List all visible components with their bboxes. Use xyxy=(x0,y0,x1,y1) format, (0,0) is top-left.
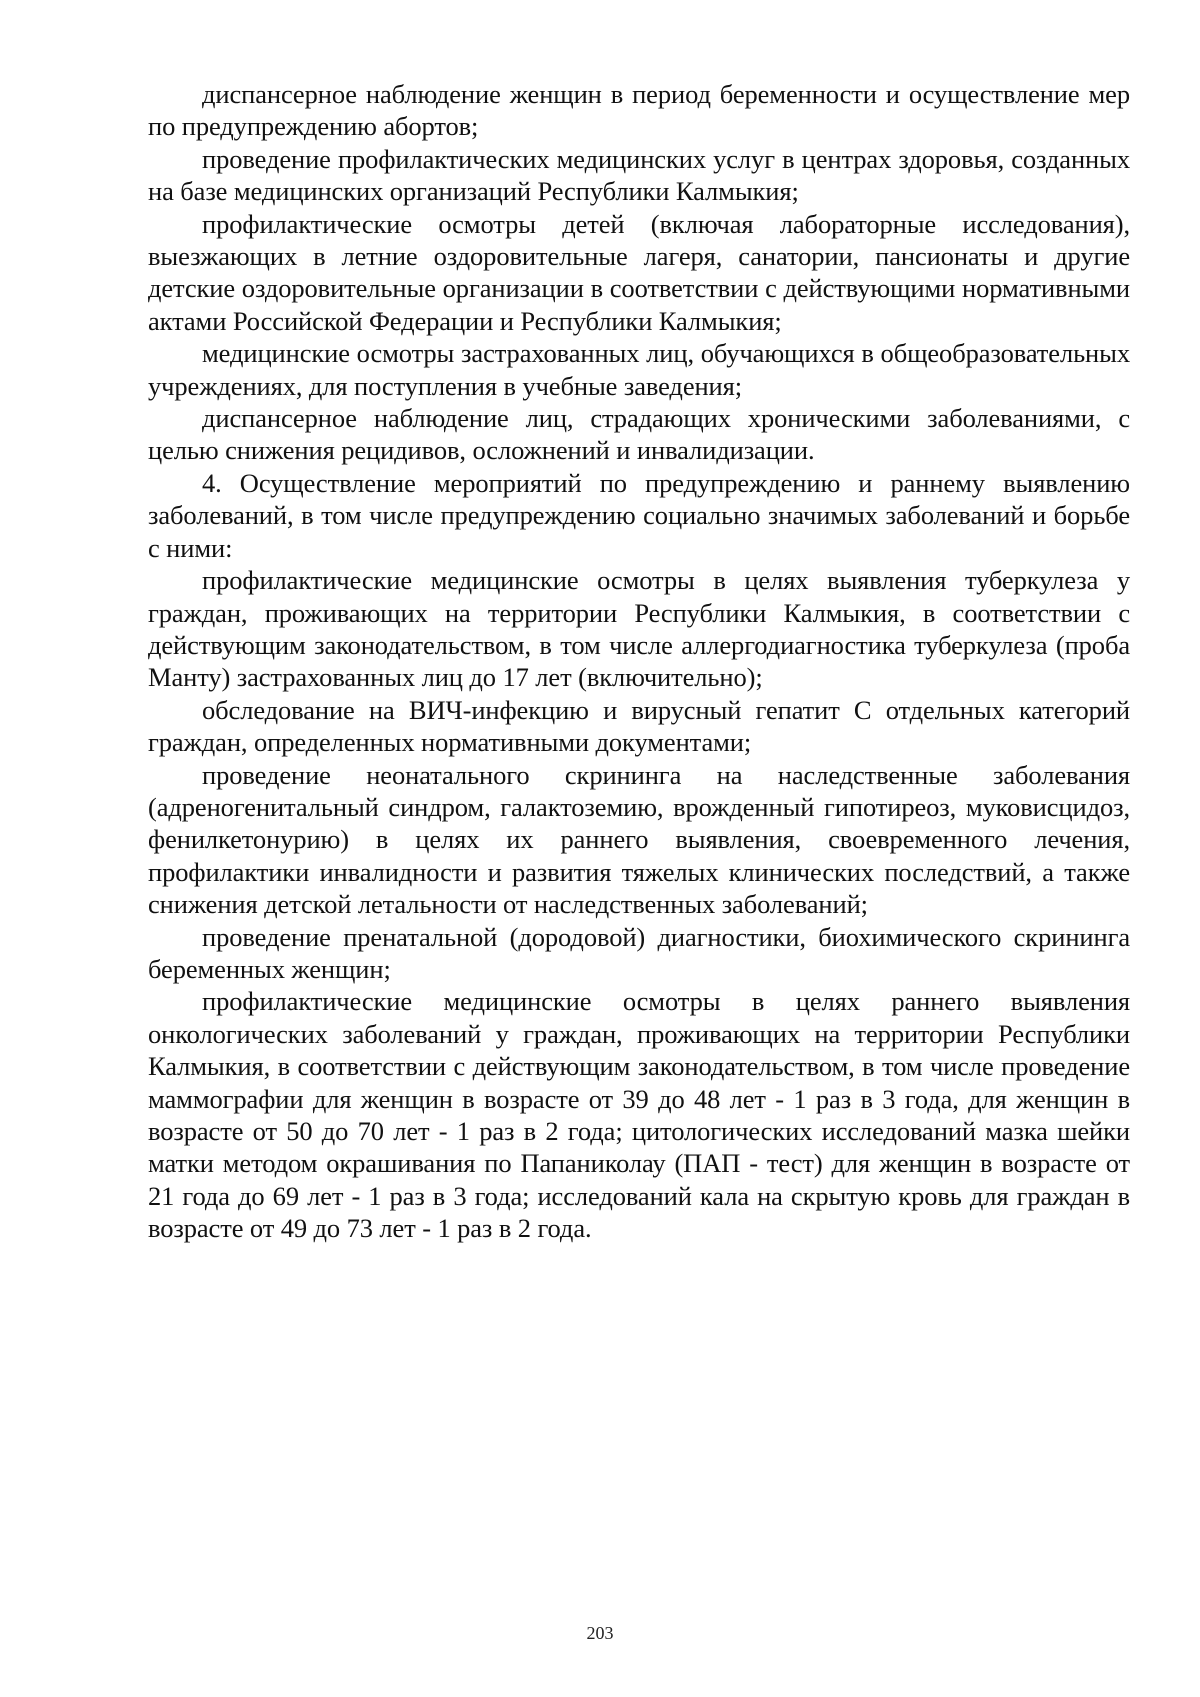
paragraph-health-centers: проведение профилактических медицинских услуг в центрах здоровья, созданных на базе медицинских организаций Республики Калмыкия; xyxy=(148,143,1130,207)
paragraph-neonatal-screening: проведение неонатального скрининга на наследственные заболевания (адреногенитальный синдром, галактоземию, врожденный гипотиреоз, муковисцидоз, фенилкетонурию) в целях их раннего выявления, своевременного лечения, профилактики инвалидности и развития тяжелых клинических последствий, а также снижения детской летальности от наследственных заболеваний; xyxy=(148,759,1130,920)
paragraph-children-camps-checkups: профилактические осмотры детей (включая лабораторные исследования), выезжающих в летние оздоровительные лагеря, санатории, пансионаты и другие детские оздоровительные организации в соответствии с действующими нормативными актами Российской Федерации и Республики Калмыкия; xyxy=(148,208,1130,336)
document-page xyxy=(148,78,1130,1245)
paragraph-chronic-disease-observation: диспансерное наблюдение лиц, страдающих хроническими заболеваниями, с целью снижения рецидивов, осложнений и инвалидизации. xyxy=(148,403,1130,466)
paragraph-oncology-screening: профилактические медицинские осмотры в целях раннего выявления онкологических заболеваний у граждан, проживающих на территории Республики Калмыкия, в соответствии с действующим законодательством, в том числе проведение маммографии для женщин в возрасте от 39 до 48 лет - 1 раз в 3 года, для женщин в возрасте от 50 до 70 лет - 1 раз в 2 года; цитологических исследований мазка шейки матки методом окрашивания по Папаниколау (ПАП - тест) для женщин в возрасте от 21 года до 69 лет - 1 раз в 3 года; исследований кала на скрытую кровь для граждан в возрасте от 49 до 73 лет - 1 раз в 2 года. xyxy=(148,986,1130,1244)
page-number: 203 xyxy=(586,1623,614,1643)
paragraph-prenatal-observation: диспансерное наблюдение женщин в период беременности и осуществление мер по предупреждению абортов; xyxy=(148,79,1130,142)
paragraph-student-checkups: медицинские осмотры застрахованных лиц, обучающихся в общеобразовательных учреждениях, для поступления в учебные заведения; xyxy=(148,338,1130,401)
paragraph-tuberculosis-screening: профилактические медицинские осмотры в целях выявления туберкулеза у граждан, проживающих на территории Республики Калмыкия, в соответствии с действующим законодательством, в том числе аллергодиагностика туберкулеза (проба Манту) застрахованных лиц до 17 лет (включительно); xyxy=(148,565,1130,693)
paragraph-section-4-heading: 4. Осуществление мероприятий по предупреждению и раннему выявлению заболеваний, в том числе предупреждению социально значимых заболеваний и борьбе с ними: xyxy=(148,467,1130,563)
paragraph-hiv-hepatitis-testing: обследование на ВИЧ-инфекцию и вирусный гепатит С отдельных категорий граждан, определенных нормативными документами; xyxy=(148,694,1130,758)
paragraph-prenatal-diagnostics: проведение пренатальной (дородовой) диагностики, биохимического скрининга беременных женщин; xyxy=(148,921,1130,984)
